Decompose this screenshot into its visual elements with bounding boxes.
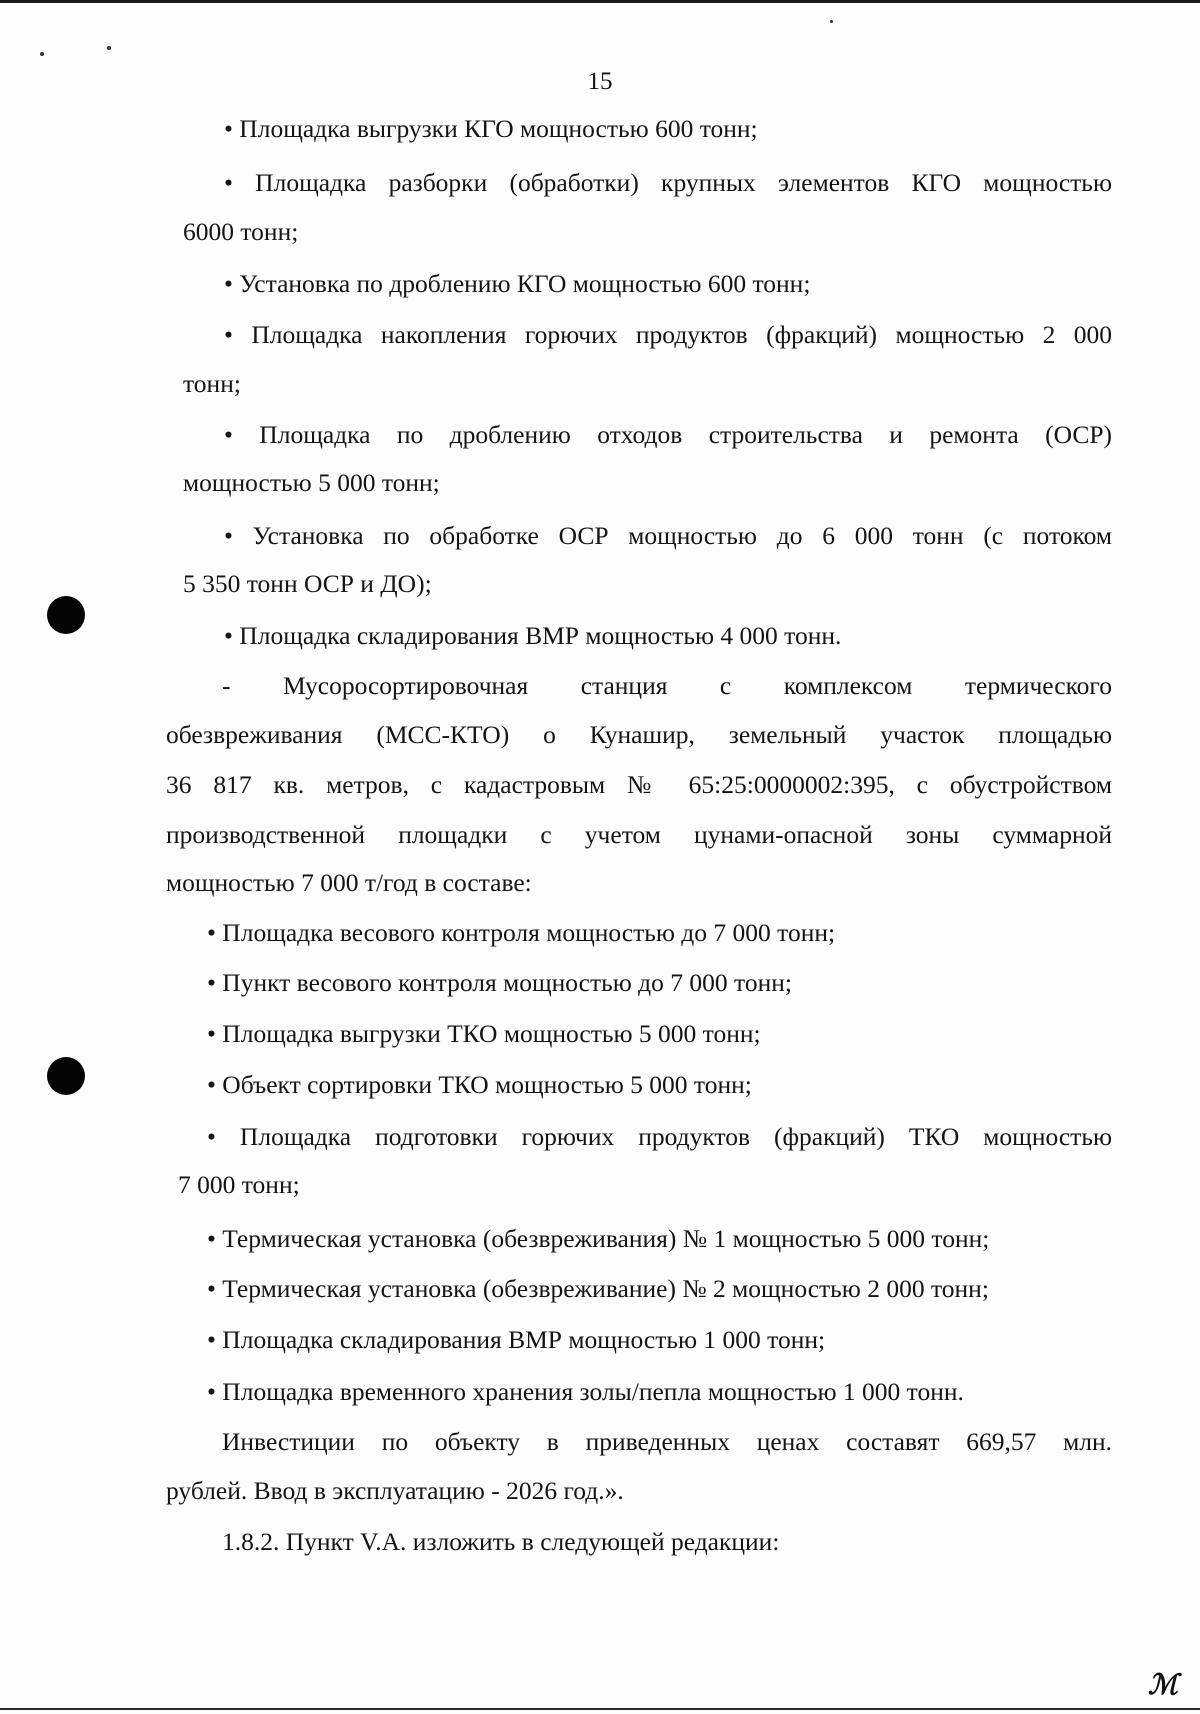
text-line: • Площадка подготовки горючих продуктов (фракций) ТКО мощностью: [207, 1122, 1112, 1151]
text-line: рублей. Ввод в эксплуатацию - 2026 год.».: [166, 1476, 624, 1505]
text-line: • Площадка складирования ВМР мощностью 1 000 тонн;: [207, 1325, 826, 1354]
text-line: • Площадка накопления горючих продуктов (фракций) мощностью 2 000: [224, 320, 1112, 349]
punch-hole: [47, 596, 85, 634]
handwritten-page-mark: ℳ: [1148, 1668, 1178, 1701]
text-line: тонн;: [183, 369, 241, 398]
text-line: 6000 тонн;: [183, 217, 299, 246]
text-line: • Площадка временного хранения золы/пепла мощностью 1 000 тонн.: [207, 1377, 964, 1406]
text-line: 36 817 кв. метров, с кадастровым № 65:25:0000002:395, с обустройством: [166, 770, 1112, 799]
page-number: 15: [587, 68, 613, 95]
punch-hole: [47, 1057, 85, 1095]
text-line: производственной площадки с учетом цунами-опасной зоны суммарной: [166, 820, 1112, 849]
text-line: • Пункт весового контроля мощностью до 7 000 тонн;: [207, 968, 792, 997]
text-line: • Площадка выгрузки КГО мощностью 600 тонн;: [224, 114, 758, 143]
text-line: 5 350 тонн ОСР и ДО);: [183, 569, 432, 598]
text-line: • Термическая установка (обезвреживания) № 1 мощностью 5 000 тонн;: [207, 1224, 990, 1253]
text-line: 1.8.2. Пункт V.A. изложить в следующей редакции:: [222, 1527, 780, 1556]
text-line: • Площадка разборки (обработки) крупных элементов КГО мощностью: [224, 168, 1112, 197]
text-line: • Площадка выгрузки ТКО мощностью 5 000 тонн;: [207, 1019, 761, 1048]
text-line: • Объект сортировки ТКО мощностью 5 000 тонн;: [207, 1070, 752, 1099]
text-line: Инвестиции по объекту в приведенных ценах составят 669,57 млн.: [222, 1427, 1112, 1456]
text-line: 7 000 тонн;: [178, 1170, 300, 1199]
scan-speck: [40, 52, 44, 56]
text-line: • Установка по дроблению КГО мощностью 600 тонн;: [224, 269, 811, 298]
text-line: мощностью 5 000 тонн;: [183, 468, 440, 497]
scan-bottom-edge: [0, 1708, 1200, 1710]
text-line: • Установка по обработке ОСР мощностью до 6 000 тонн (с потоком: [224, 521, 1112, 550]
scan-top-edge: [0, 0, 1200, 3]
text-line: • Площадка весового контроля мощностью до 7 000 тонн;: [207, 918, 836, 947]
scan-speck: [107, 46, 111, 50]
text-line: • Площадка складирования ВМР мощностью 4 000 тонн.: [224, 621, 842, 650]
text-line: - Мусоросортировочная станция с комплексом термического: [222, 671, 1112, 700]
text-line: обезвреживания (МСС-КТО) о Кунашир, земельный участок площадью: [166, 720, 1112, 749]
text-line: • Термическая установка (обезвреживание) № 2 мощностью 2 000 тонн;: [207, 1274, 989, 1303]
scan-speck: [830, 20, 833, 23]
text-line: мощностью 7 000 т/год в составе:: [166, 868, 532, 897]
text-line: • Площадка по дроблению отходов строительства и ремонта (ОСР): [224, 420, 1112, 449]
